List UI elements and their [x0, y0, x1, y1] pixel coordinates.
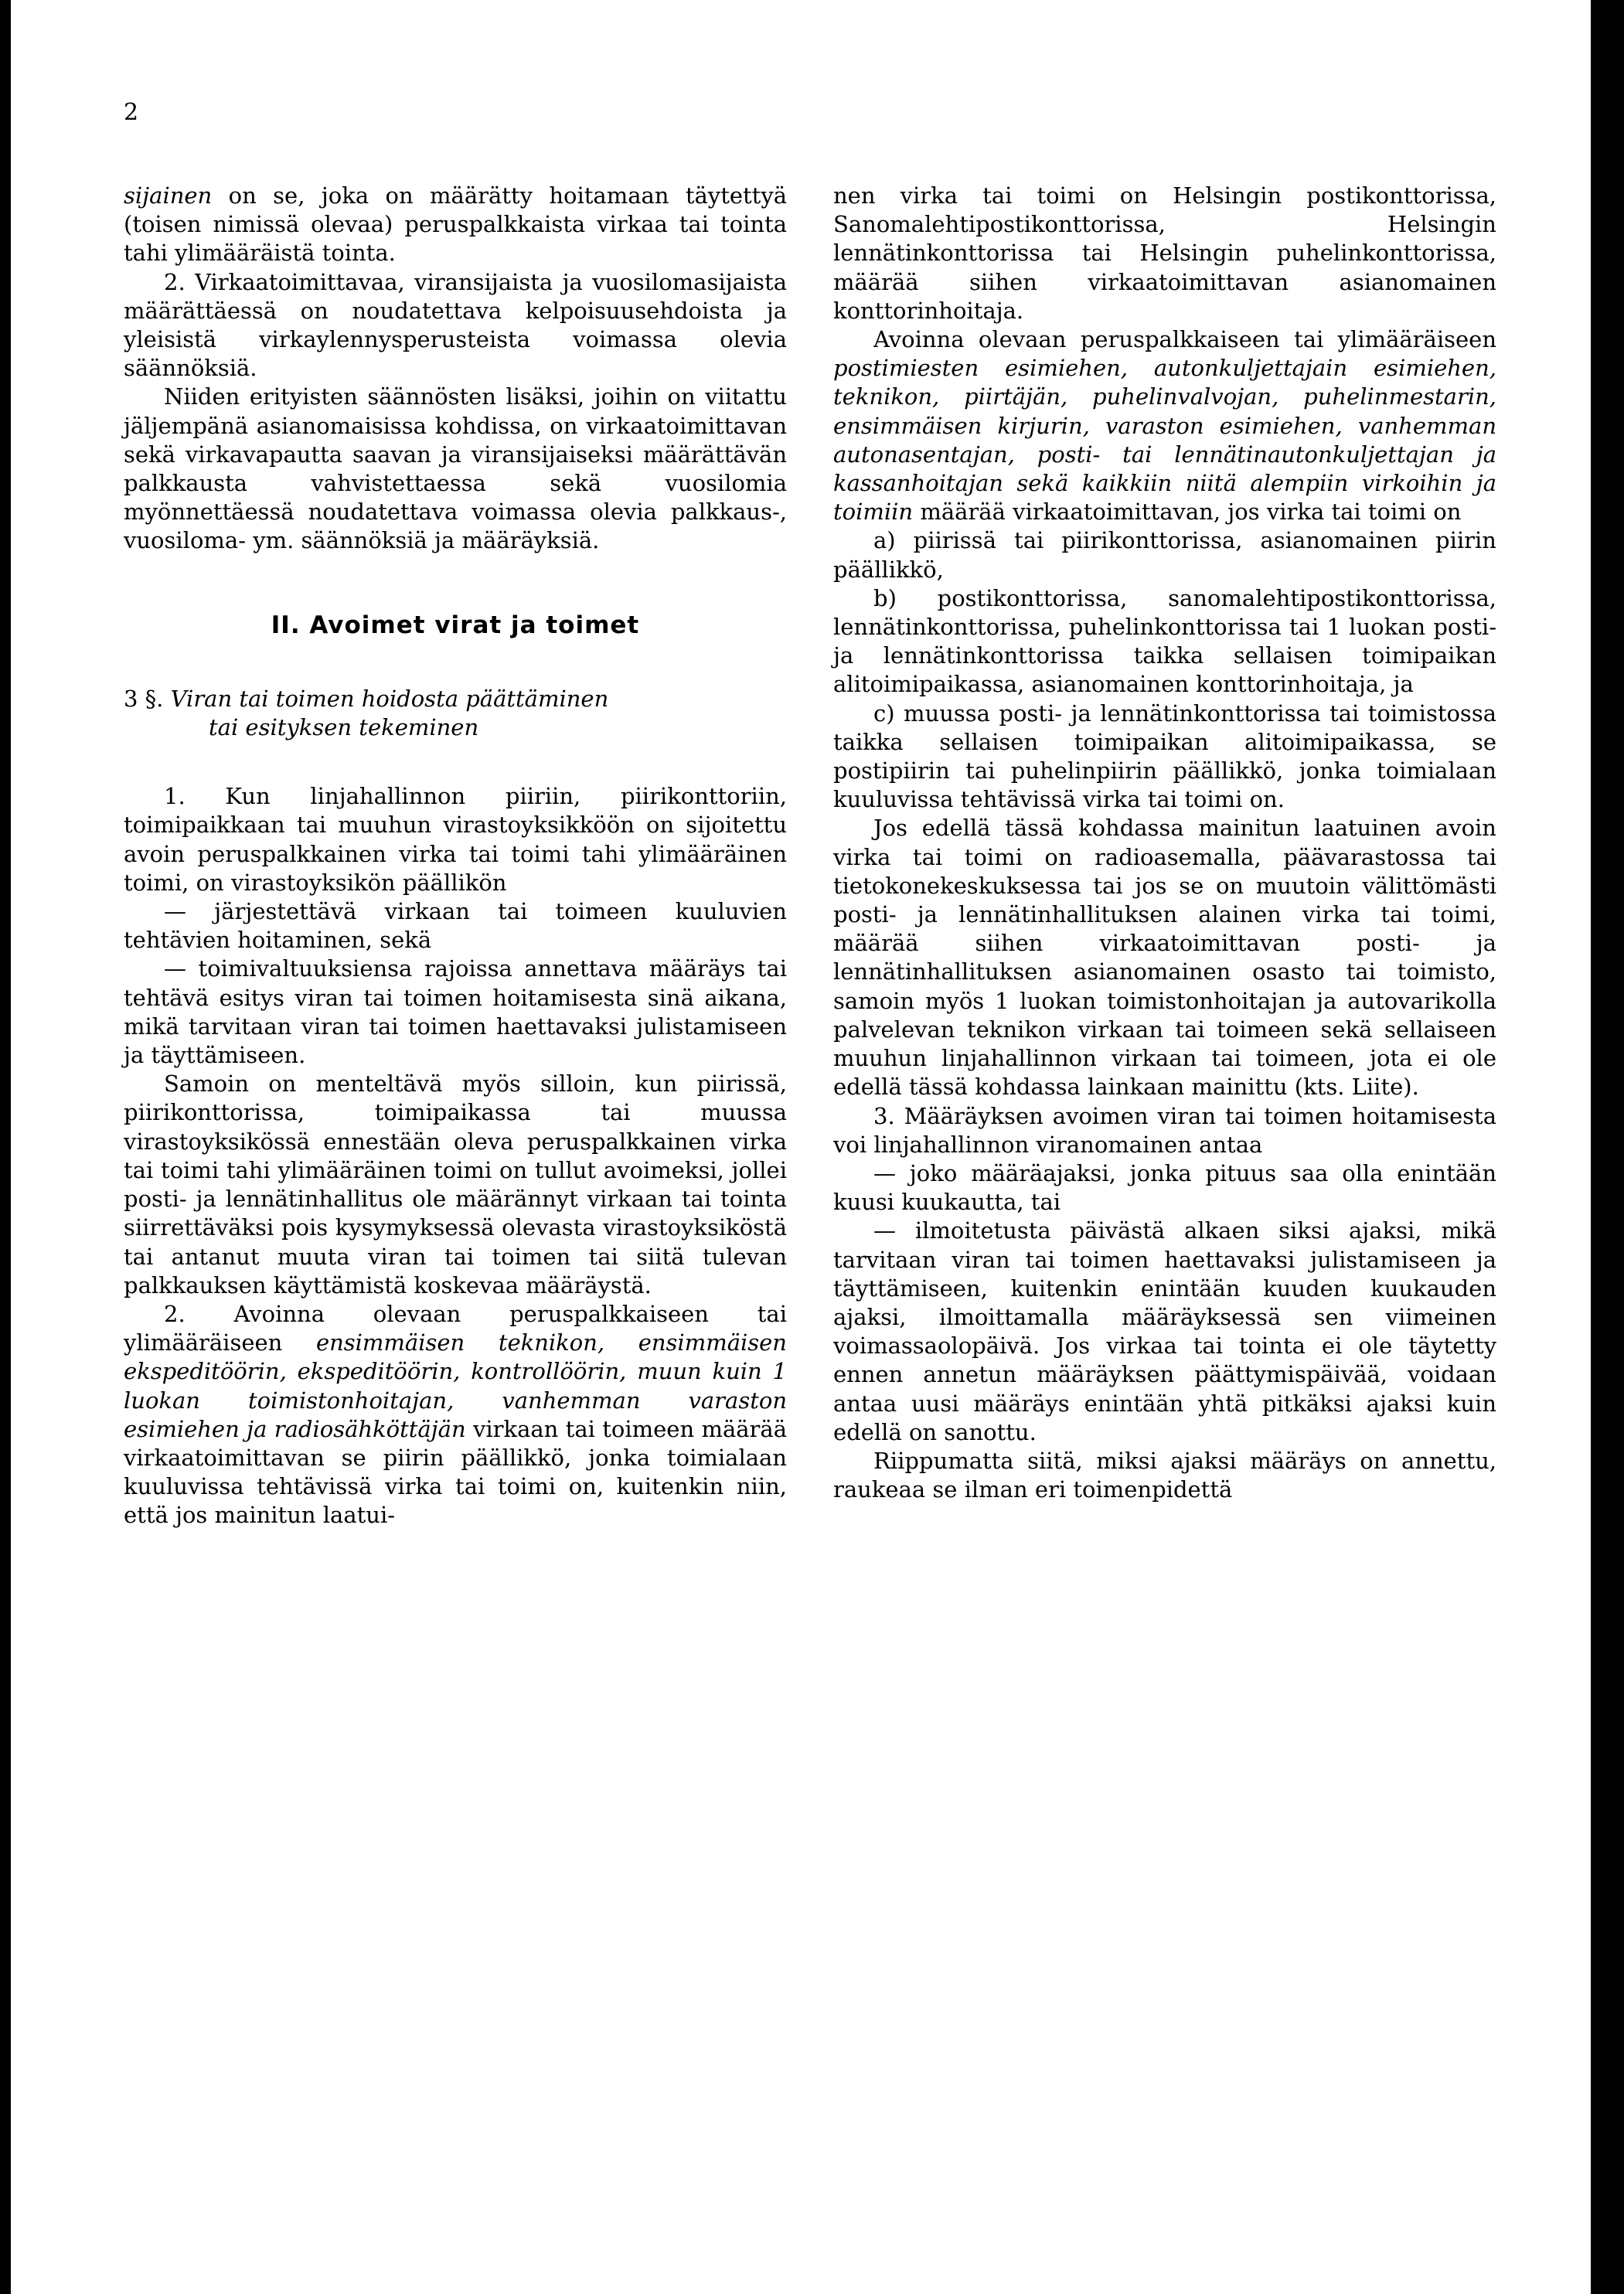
dash-item: — toimivaltuuksiensa rajoissa annettava määräys tai tehtävä esitys viran tai toimen hoitamisesta sinä aikana, mikä tarvitaan viran tai toimen haettavaksi julistamiseen ja täyttämiseen.: [124, 955, 787, 1069]
right-column: [833, 182, 1496, 1504]
italic-term: postimiesten esimiehen, autonkuljettajain esimiehen, teknikon, piirtäjän, puhelinvalvojan, puhelinmestarin, ensimmäisen kirjurin, varaston esimiehen, vanhemman autonasentajan, posti- tai lennätinautonkuljettajan ja kassanhoitajan sekä kaikkiin niitä alempiin virkoihin ja toimiin: [833, 355, 1496, 526]
page-number: 2: [124, 99, 139, 126]
paragraph: Samoin on menteltävä myös silloin, kun piirissä, piirikonttorissa, toimipaikassa tai muussa virastoyksikössä ennestään oleva peruspalkkainen virka tai toimi tahi ylimääräinen toimi on tullut avoimeksi, jollei posti- ja lennätinhallitus ole määrännyt virkaan tai tointa siirrettäväksi pois kysymyksessä olevasta virastoyksiköstä tai antanut muuta viran tai toimen tai siitä tulevan palkkauksen käyttämistä koskevaa määräystä.: [124, 1070, 787, 1298]
paragraph: 1. Kun linjahallinnon piiriin, piirikonttoriin, toimipaikkaan tai muuhun virastoyksikköön on sijoitettu avoin peruspalkkainen virka tai toimi tahi ylimääräinen toimi, on virastoyksikön päällikön: [124, 783, 787, 896]
list-item-a: a) piirissä tai piirikonttorissa, asianomainen piirin päällikkö,: [833, 527, 1496, 583]
paragraph-text: virkaan tai toimeen määrää virkaatoimittavan se piirin päällikkö, jonka toimialaan kuuluvissa tehtävissä virka tai toimi on, kuitenkin niin, että jos mainitun laatui-: [124, 1415, 787, 1529]
dash-item: — ilmoitetusta päivästä alkaen siksi ajaksi, mikä tarvitaan viran tai toimen haettavaksi julistamiseen ja täyttämiseen, kuitenkin enintään kuuden kuukauden ajaksi, ilmoittamalla määräyksessä sen viimeinen voimassaolopäivä. Jos virkaa tai tointa ei ole täytetty ennen annetun määräyksen päättymispäivää, voidaan antaa uusi määräys enintään yhtä pitkäksi ajaksi kuin edellä on sanottu.: [833, 1217, 1496, 1445]
dash-item: — joko määräajaksi, jonka pituus saa olla enintään kuusi kuukautta, tai: [833, 1159, 1496, 1216]
left-column: [124, 182, 787, 1530]
chapter-heading: II. Avoimet virat ja toimet: [271, 611, 640, 639]
paragraph: nen virka tai toimi on Helsingin postikonttorissa, Sanomalehtipostikonttorissa, Helsingin lennätinkonttorissa tai Helsingin puhelinkonttorissa, määrää siihen virkaatoimittavan asianomainen konttorinhoitaja.: [833, 182, 1496, 324]
paragraph-text: 2. Avoinna olevaan peruspalkkaiseen tai ylimääräiseen: [124, 1300, 787, 1356]
section-title-line2: tai esityksen tekeminen: [209, 714, 479, 741]
paragraph: [124, 1300, 787, 1530]
paragraph: 2. Virkaatoimittavaa, viransijaista ja vuosilomasijaista määrättäessä on noudatettava kelpoisuusehdoista ja yleisistä virkaylennysperusteista voimassa olevia säännöksiä.: [124, 268, 787, 382]
list-item-c: c) muussa posti- ja lennätinkonttorissa tai toimistossa taikka sellaisen toimipaikan alitoimipaikassa, se postipiirin tai puhelinpiirin päällikkö, jonka toimialaan kuuluvissa tehtävissä virka tai toimi on.: [833, 699, 1496, 813]
paragraph: [833, 325, 1496, 526]
paragraph: Jos edellä tässä kohdassa mainitun laatuinen avoin virka tai toimi on radioasemalla, päävarastossa tai tietokonekeskuksessa tai jos se on muutoin välittömästi posti- ja lennätinhallituksen alainen virka tai toimi, määrää siihen virkaatoimittavan posti- ja lennätinhallituksen asianomainen osasto tai toimisto, samoin myös 1 luokan toimistonhoitajan ja autovarikolla palvelevan teknikon virkaan tai toimeen sekä sellaiseen muuhun linjahallinnon virkaan tai toimeen, jota ei ole edellä tässä kohdassa lainkaan mainittu (kts. Liite).: [833, 815, 1496, 1101]
paragraph-text: määrää virkaatoimittavan, jos virka tai toimi on: [913, 499, 1462, 526]
section-number: 3 §.: [124, 685, 164, 712]
list-item-b: b) postikonttorissa, sanomalehtipostikonttorissa, lennätinkonttorissa, puhelinkonttorissa tai 1 luokan posti- ja lennätinkonttorissa taikka sellaisen toimipaikan alitoimipaikassa, asianomainen konttorinhoitaja, ja: [833, 584, 1496, 698]
section-heading: [124, 685, 787, 742]
dash-item: — järjestettävä virkaan tai toimeen kuuluvien tehtävien hoitaminen, sekä: [124, 898, 787, 954]
paragraph: [124, 182, 787, 268]
paragraph: 3. Määräyksen avoimen viran tai toimen hoitamisesta voi linjahallinnon viranomainen antaa: [833, 1102, 1496, 1158]
scan-border-right: [1591, 0, 1624, 2294]
paragraph: Riippumatta siitä, miksi ajaksi määräys on annettu, raukeaa se ilman eri toimenpidettä: [833, 1447, 1496, 1503]
italic-term: ensimmäisen teknikon, ensimmäisen ekspeditöörin, ekspeditöörin, kontrollöörin, muun kuin 1 luokan toimistonhoitajan, vanhemman varaston esimiehen ja radiosähköttäjän: [124, 1329, 787, 1442]
paragraph-text: Avoinna olevaan peruspalkkaiseen tai ylimääräiseen: [873, 326, 1496, 353]
italic-term: sijainen: [124, 182, 213, 209]
paragraph-text: on se, joka on määrätty hoitamaan täytettyä (toisen nimissä olevaa) peruspalkkaista virkaa tai tointa tahi ylimääräistä tointa.: [124, 182, 787, 267]
paragraph: Niiden erityisten säännösten lisäksi, joihin on viitattu jäljempänä asianomaisissa kohdissa, on virkaatoimittavan sekä virkavapautta saavan ja viransijaiseksi määrättävän palkkausta vahvistettaessa sekä vuosilomia myönnettäessä noudatettava voimassa olevia palkkaus-, vuosiloma- ym. säännöksiä ja määräyksiä.: [124, 383, 787, 554]
section-title-line1: Viran tai toimen hoidosta päättäminen: [170, 685, 609, 712]
scan-border-left: [0, 0, 11, 2294]
